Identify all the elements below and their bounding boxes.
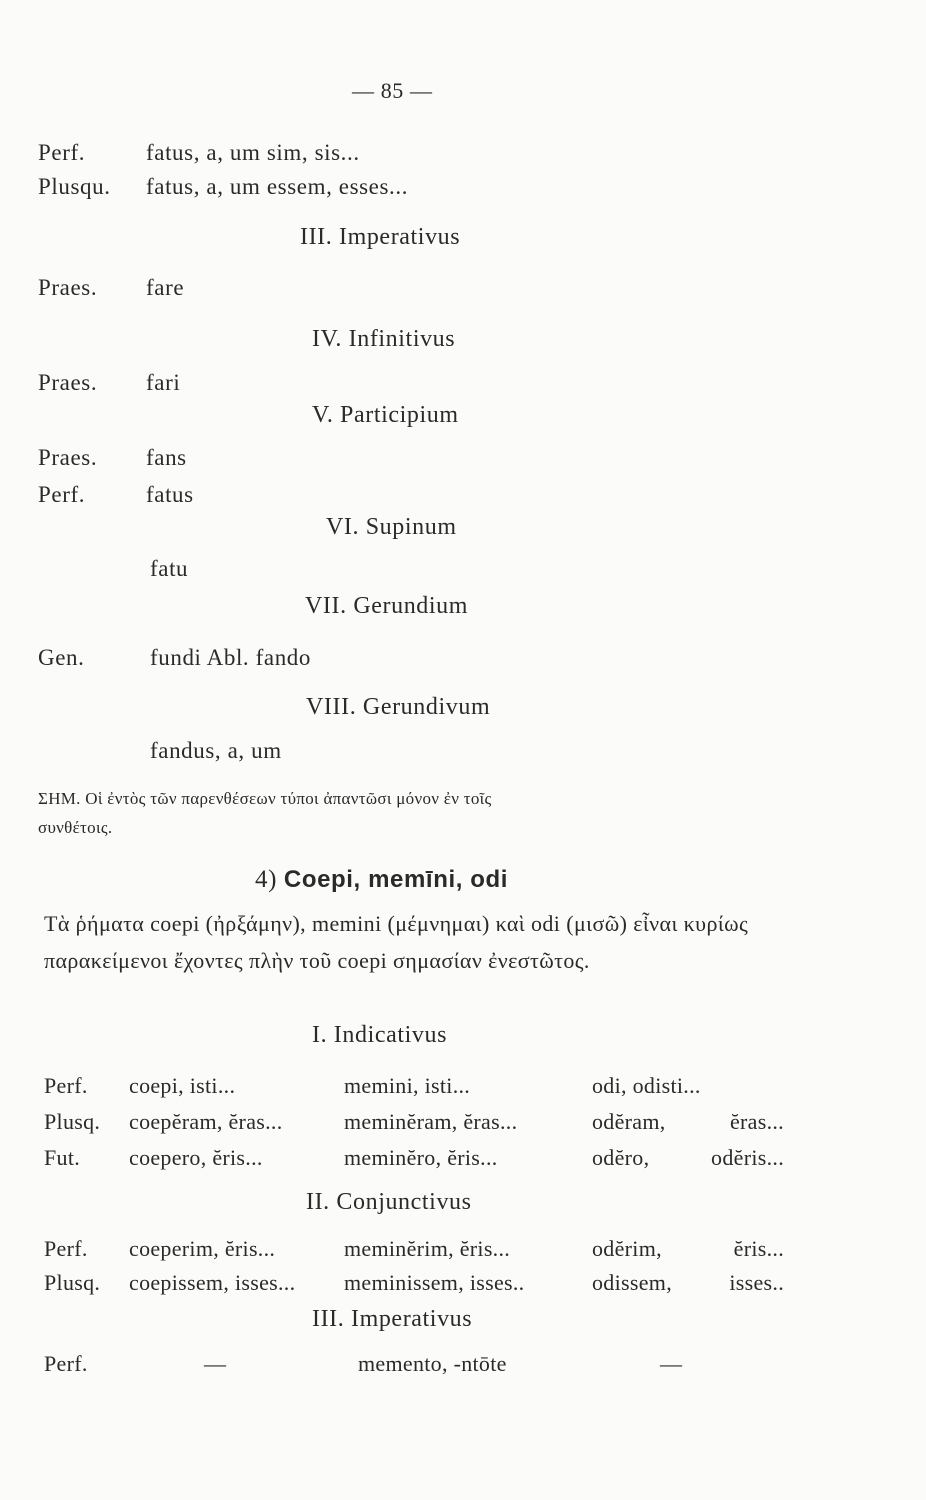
section-heading-infinitivus: IV. Infinitivus: [312, 326, 456, 352]
paragraph: Τὰ ῥήματα coepi (ἠρξάμην), memini (μέμνημαι) καὶ odi (μισῶ) εἶναι κυρίως παρακείμενοι ἔχοντες πλὴν τοῦ coepi σημασίαν ἐνεστῶτος.: [44, 911, 749, 973]
memini-cell: meminĕrim, ĕris...: [344, 1236, 511, 1261]
coepi-cell: coeperim, ĕris...: [129, 1236, 276, 1261]
line-label: Praes.: [38, 445, 98, 470]
note-line: συνθέτοις.: [38, 818, 113, 837]
heading-number: 4): [255, 866, 278, 893]
line-value: fundi Abl. fando: [150, 645, 311, 670]
page-number: — 85 —: [352, 78, 433, 103]
memini-cell: meminĕram, ĕras...: [344, 1109, 518, 1134]
section-heading: [255, 866, 508, 894]
memini-cell: memini, isti...: [344, 1073, 471, 1098]
table-row: [44, 1351, 784, 1387]
heading-title: Coepi, memīni, odi: [283, 866, 509, 893]
odi-cell: odĕram,: [592, 1109, 666, 1134]
line-value: fans: [146, 445, 187, 470]
coepi-cell: coepissem, isses...: [129, 1270, 296, 1295]
odi-cell: odissem,: [592, 1270, 673, 1295]
tense-cell: Plusq.: [44, 1109, 101, 1134]
line-value: fatu: [150, 556, 189, 581]
tense-cell: Fut.: [44, 1145, 81, 1170]
tense-cell: Perf.: [44, 1351, 88, 1376]
coepi-cell: —: [204, 1351, 227, 1376]
line-value: fatus: [146, 482, 194, 507]
coepi-cell: coepero, ĕris...: [129, 1145, 263, 1170]
section-heading-gerundivum: VIII. Gerundivum: [306, 694, 491, 720]
line-value: fari: [146, 370, 181, 395]
line-label: Perf.: [38, 482, 86, 507]
section-heading-supinum: VI. Supinum: [326, 514, 457, 540]
table-row: [44, 1145, 784, 1181]
section-heading-indicativus: I. Indicativus: [312, 1022, 448, 1048]
section-heading-gerundium: VII. Gerundium: [305, 593, 469, 619]
line-value: fatus, a, um sim, sis...: [146, 140, 360, 165]
table-row: [44, 1109, 784, 1145]
odi-cell-ending: isses..: [729, 1270, 784, 1295]
line-label: Gen.: [38, 645, 85, 670]
coepi-cell: coepĕram, ĕras...: [129, 1109, 283, 1134]
line-label: Praes.: [38, 370, 98, 395]
odi-cell-ending: ĕris...: [733, 1236, 784, 1261]
table-row: [44, 1236, 784, 1272]
section-heading-imperativus: III. Imperativus: [300, 224, 461, 250]
section-heading-participium: V. Participium: [312, 402, 459, 428]
tense-cell: Perf.: [44, 1073, 88, 1098]
odi-cell: odĕrim,: [592, 1236, 662, 1261]
memini-cell: meminĕro, ĕris...: [344, 1145, 498, 1170]
line-value: fandus, a, um: [150, 738, 282, 763]
section-heading-conjunctivus: II. Conjunctivus: [306, 1189, 472, 1215]
line-value: fatus, a, um essem, esses...: [146, 174, 409, 199]
memini-cell: memento, -ntōte: [358, 1351, 507, 1376]
line-label: Praes.: [38, 275, 98, 300]
memini-cell: meminissem, isses..: [344, 1270, 525, 1295]
line-value: fare: [146, 275, 185, 300]
odi-cell-ending: ĕras...: [729, 1109, 784, 1134]
tense-cell: Perf.: [44, 1236, 88, 1261]
line-label: Perf.: [38, 140, 86, 165]
tense-cell: Plusq.: [44, 1270, 101, 1295]
note-line: ΣΗΜ. Οἱ ἐντὸς τῶν παρενθέσεων τύποι ἀπαντῶσι μόνον ἐν τοῖς: [38, 789, 492, 808]
coepi-cell: coepi, isti...: [129, 1073, 236, 1098]
odi-cell: odĕro,: [592, 1145, 650, 1170]
section-heading-imperativus-2: III. Imperativus: [312, 1306, 473, 1332]
table-row: [44, 1073, 784, 1109]
odi-cell-ending: odĕris...: [711, 1145, 784, 1170]
line-label: Plusqu.: [38, 174, 111, 199]
table-row: [44, 1270, 784, 1306]
odi-cell: —: [660, 1351, 683, 1376]
odi-cell: odi, odisti...: [592, 1073, 701, 1098]
